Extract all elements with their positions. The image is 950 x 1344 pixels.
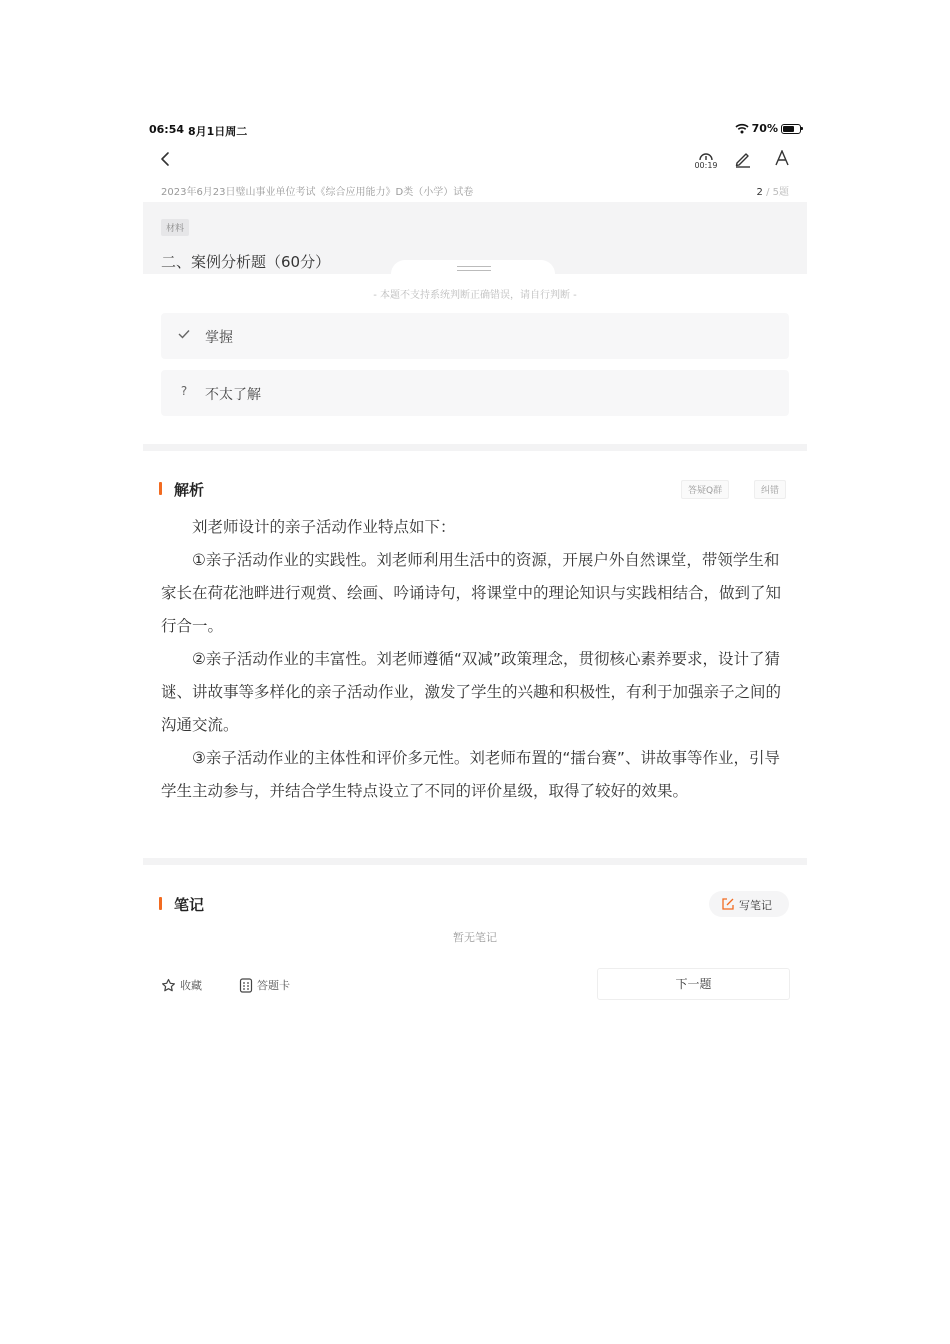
self-judge-notice: - 本题不支持系统判断正确错误，请自行判断 - bbox=[373, 290, 577, 301]
analysis-title: 解析 bbox=[174, 481, 205, 499]
answer-card-icon bbox=[239, 978, 253, 993]
answer-card-button[interactable] bbox=[239, 974, 290, 996]
material-tag: 材料 bbox=[161, 219, 189, 236]
drag-handle-lines bbox=[457, 266, 491, 271]
wifi-icon bbox=[735, 123, 749, 134]
empty-notes-text: 暂无笔记 bbox=[453, 931, 497, 944]
qq-group-button[interactable]: 答疑Q群 bbox=[681, 480, 729, 499]
question-mark-icon: ? bbox=[180, 384, 188, 398]
font-size-button[interactable] bbox=[771, 147, 793, 169]
status-date: 8月1日周二 bbox=[188, 125, 248, 138]
analysis-paragraph: ①亲子活动作业的实践性。刘老师利用生活中的资源，开展户外自然课堂，带领学生和家长在荷花池畔进行观赏、绘画、吟诵诗句，将课堂中的理论知识与实践相结合，做到了知行合一。 bbox=[161, 551, 782, 635]
progress-total: / 5题 bbox=[762, 187, 789, 198]
status-right bbox=[735, 122, 801, 135]
analysis-paragraph: ②亲子活动作业的丰富性。刘老师遵循“双减”政策理念，贯彻核心素养要求，设计了猜谜、讲故事等多样化的亲子活动作业，激发了学生的兴趣和积极性，有利于加强亲子之间的沟通交流。 bbox=[161, 650, 782, 734]
answer-card-label: 答题卡 bbox=[257, 979, 290, 992]
bottom-bar bbox=[143, 968, 807, 1002]
exam-title: 2023年6月23日璧山事业单位考试《综合应用能力》D类（小学）试卷 bbox=[161, 187, 474, 198]
app-screen bbox=[143, 118, 807, 1008]
timer-text: 00:19 bbox=[694, 161, 718, 170]
section-title: 二、案例分析题（60分） bbox=[161, 253, 331, 271]
draft-pen-button[interactable] bbox=[733, 149, 753, 169]
write-note-label: 写笔记 bbox=[739, 899, 772, 912]
battery-icon bbox=[781, 124, 801, 134]
status-bar bbox=[143, 118, 807, 142]
battery-fill bbox=[783, 126, 794, 132]
accent-bar bbox=[159, 482, 162, 495]
analysis-paragraph: 刘老师设计的亲子活动作业特点如下： bbox=[192, 518, 456, 536]
pen-icon bbox=[733, 149, 753, 169]
favorite-label: 收藏 bbox=[180, 979, 202, 992]
top-nav bbox=[143, 144, 807, 176]
question-progress[interactable] bbox=[757, 183, 789, 198]
status-time: 06:54 bbox=[149, 123, 185, 136]
drag-handle[interactable] bbox=[391, 260, 555, 280]
next-question-button[interactable]: 下一题 bbox=[597, 968, 790, 1000]
report-error-button[interactable]: 纠错 bbox=[754, 480, 786, 499]
section-divider bbox=[143, 444, 807, 451]
battery-percent: 70% bbox=[751, 122, 778, 135]
progress-current: 2 bbox=[756, 187, 763, 198]
option-label: 掌握 bbox=[205, 330, 233, 346]
section-divider bbox=[143, 858, 807, 865]
star-icon bbox=[161, 978, 176, 993]
material-panel bbox=[143, 202, 807, 274]
check-icon bbox=[177, 327, 191, 343]
accent-bar bbox=[159, 897, 162, 910]
notes-title: 笔记 bbox=[174, 896, 205, 914]
analysis-paragraph: ③亲子活动作业的主体性和评价多元性。刘老师布置的“擂台赛”、讲故事等作业，引导学生主动参与，并结合学生特点设立了不同的评价星级，取得了较好的效果。 bbox=[161, 749, 780, 800]
exam-bar bbox=[143, 178, 807, 200]
chevron-left-icon bbox=[155, 148, 177, 170]
edit-note-icon bbox=[721, 897, 735, 911]
option-mastered[interactable] bbox=[161, 313, 789, 359]
back-button[interactable] bbox=[155, 148, 177, 170]
timer-button[interactable] bbox=[693, 148, 719, 174]
notes-header bbox=[159, 893, 789, 915]
option-unclear[interactable] bbox=[161, 370, 789, 416]
write-note-button[interactable] bbox=[709, 891, 789, 917]
analysis-header bbox=[159, 478, 789, 500]
font-icon bbox=[774, 150, 790, 166]
timer-icon bbox=[693, 148, 719, 162]
analysis-body bbox=[161, 511, 793, 808]
option-label: 不太了解 bbox=[205, 387, 261, 403]
favorite-button[interactable] bbox=[161, 974, 202, 996]
